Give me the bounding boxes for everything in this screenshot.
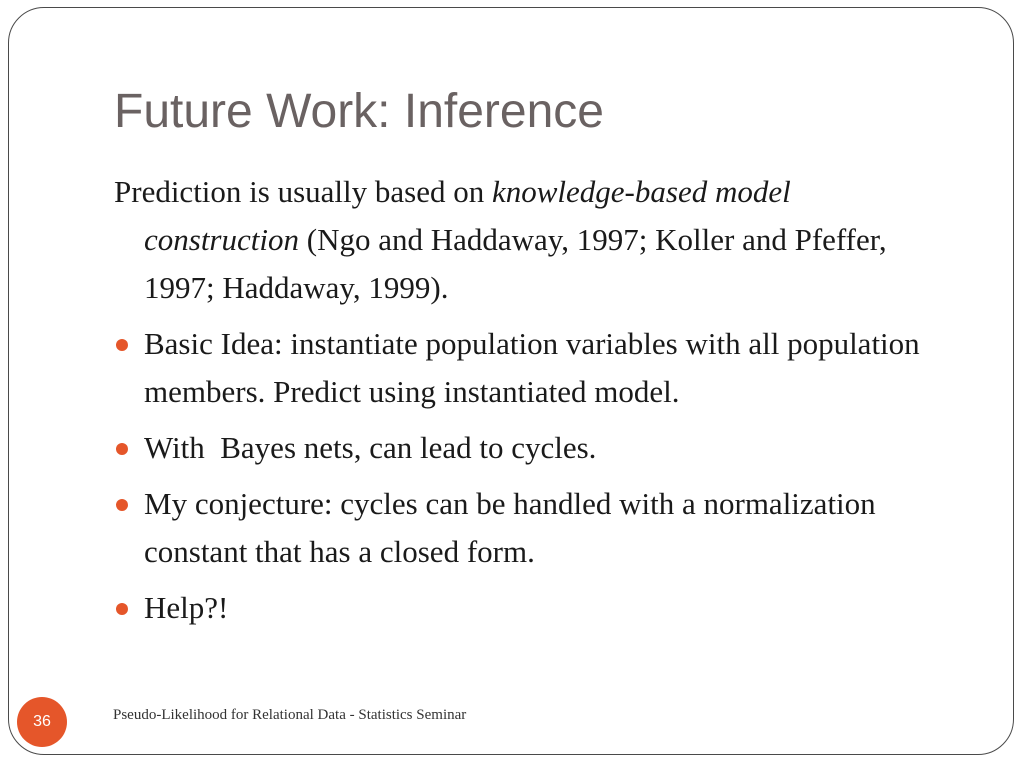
intro-rest-text: (Ngo and Haddaway, 1997; Koller and Pfeffer, 1997; Haddaway, 1999). xyxy=(144,222,887,305)
bullet-item xyxy=(114,584,944,632)
intro-emphasis-text: knowledge-based model construction xyxy=(144,174,791,257)
bullet-dot-icon xyxy=(116,603,128,615)
slide-number-badge: 36 xyxy=(17,697,67,747)
bullet-dot-icon xyxy=(116,499,128,511)
bullet-text: Basic Idea: instantiate population variables with all population members. Predict using instantiated model. xyxy=(144,326,920,409)
bullet-list xyxy=(114,320,944,632)
bullet-dot-icon xyxy=(116,443,128,455)
bullet-item xyxy=(114,424,944,472)
bullet-item xyxy=(114,320,944,416)
bullet-text: With Bayes nets, can lead to cycles. xyxy=(144,430,597,465)
intro-paragraph xyxy=(114,168,944,312)
bullet-text: Help?! xyxy=(144,590,229,625)
bullet-item xyxy=(114,480,944,576)
slide-footer: Pseudo-Likelihood for Relational Data - Statistics Seminar xyxy=(113,707,467,723)
slide-title: Future Work: Inference xyxy=(114,85,604,138)
bullet-text: My conjecture: cycles can be handled with a normalization constant that has a closed form. xyxy=(144,486,876,569)
intro-lead-text: Prediction is usually based on xyxy=(114,174,492,209)
slide-body xyxy=(114,168,944,640)
bullet-dot-icon xyxy=(116,339,128,351)
